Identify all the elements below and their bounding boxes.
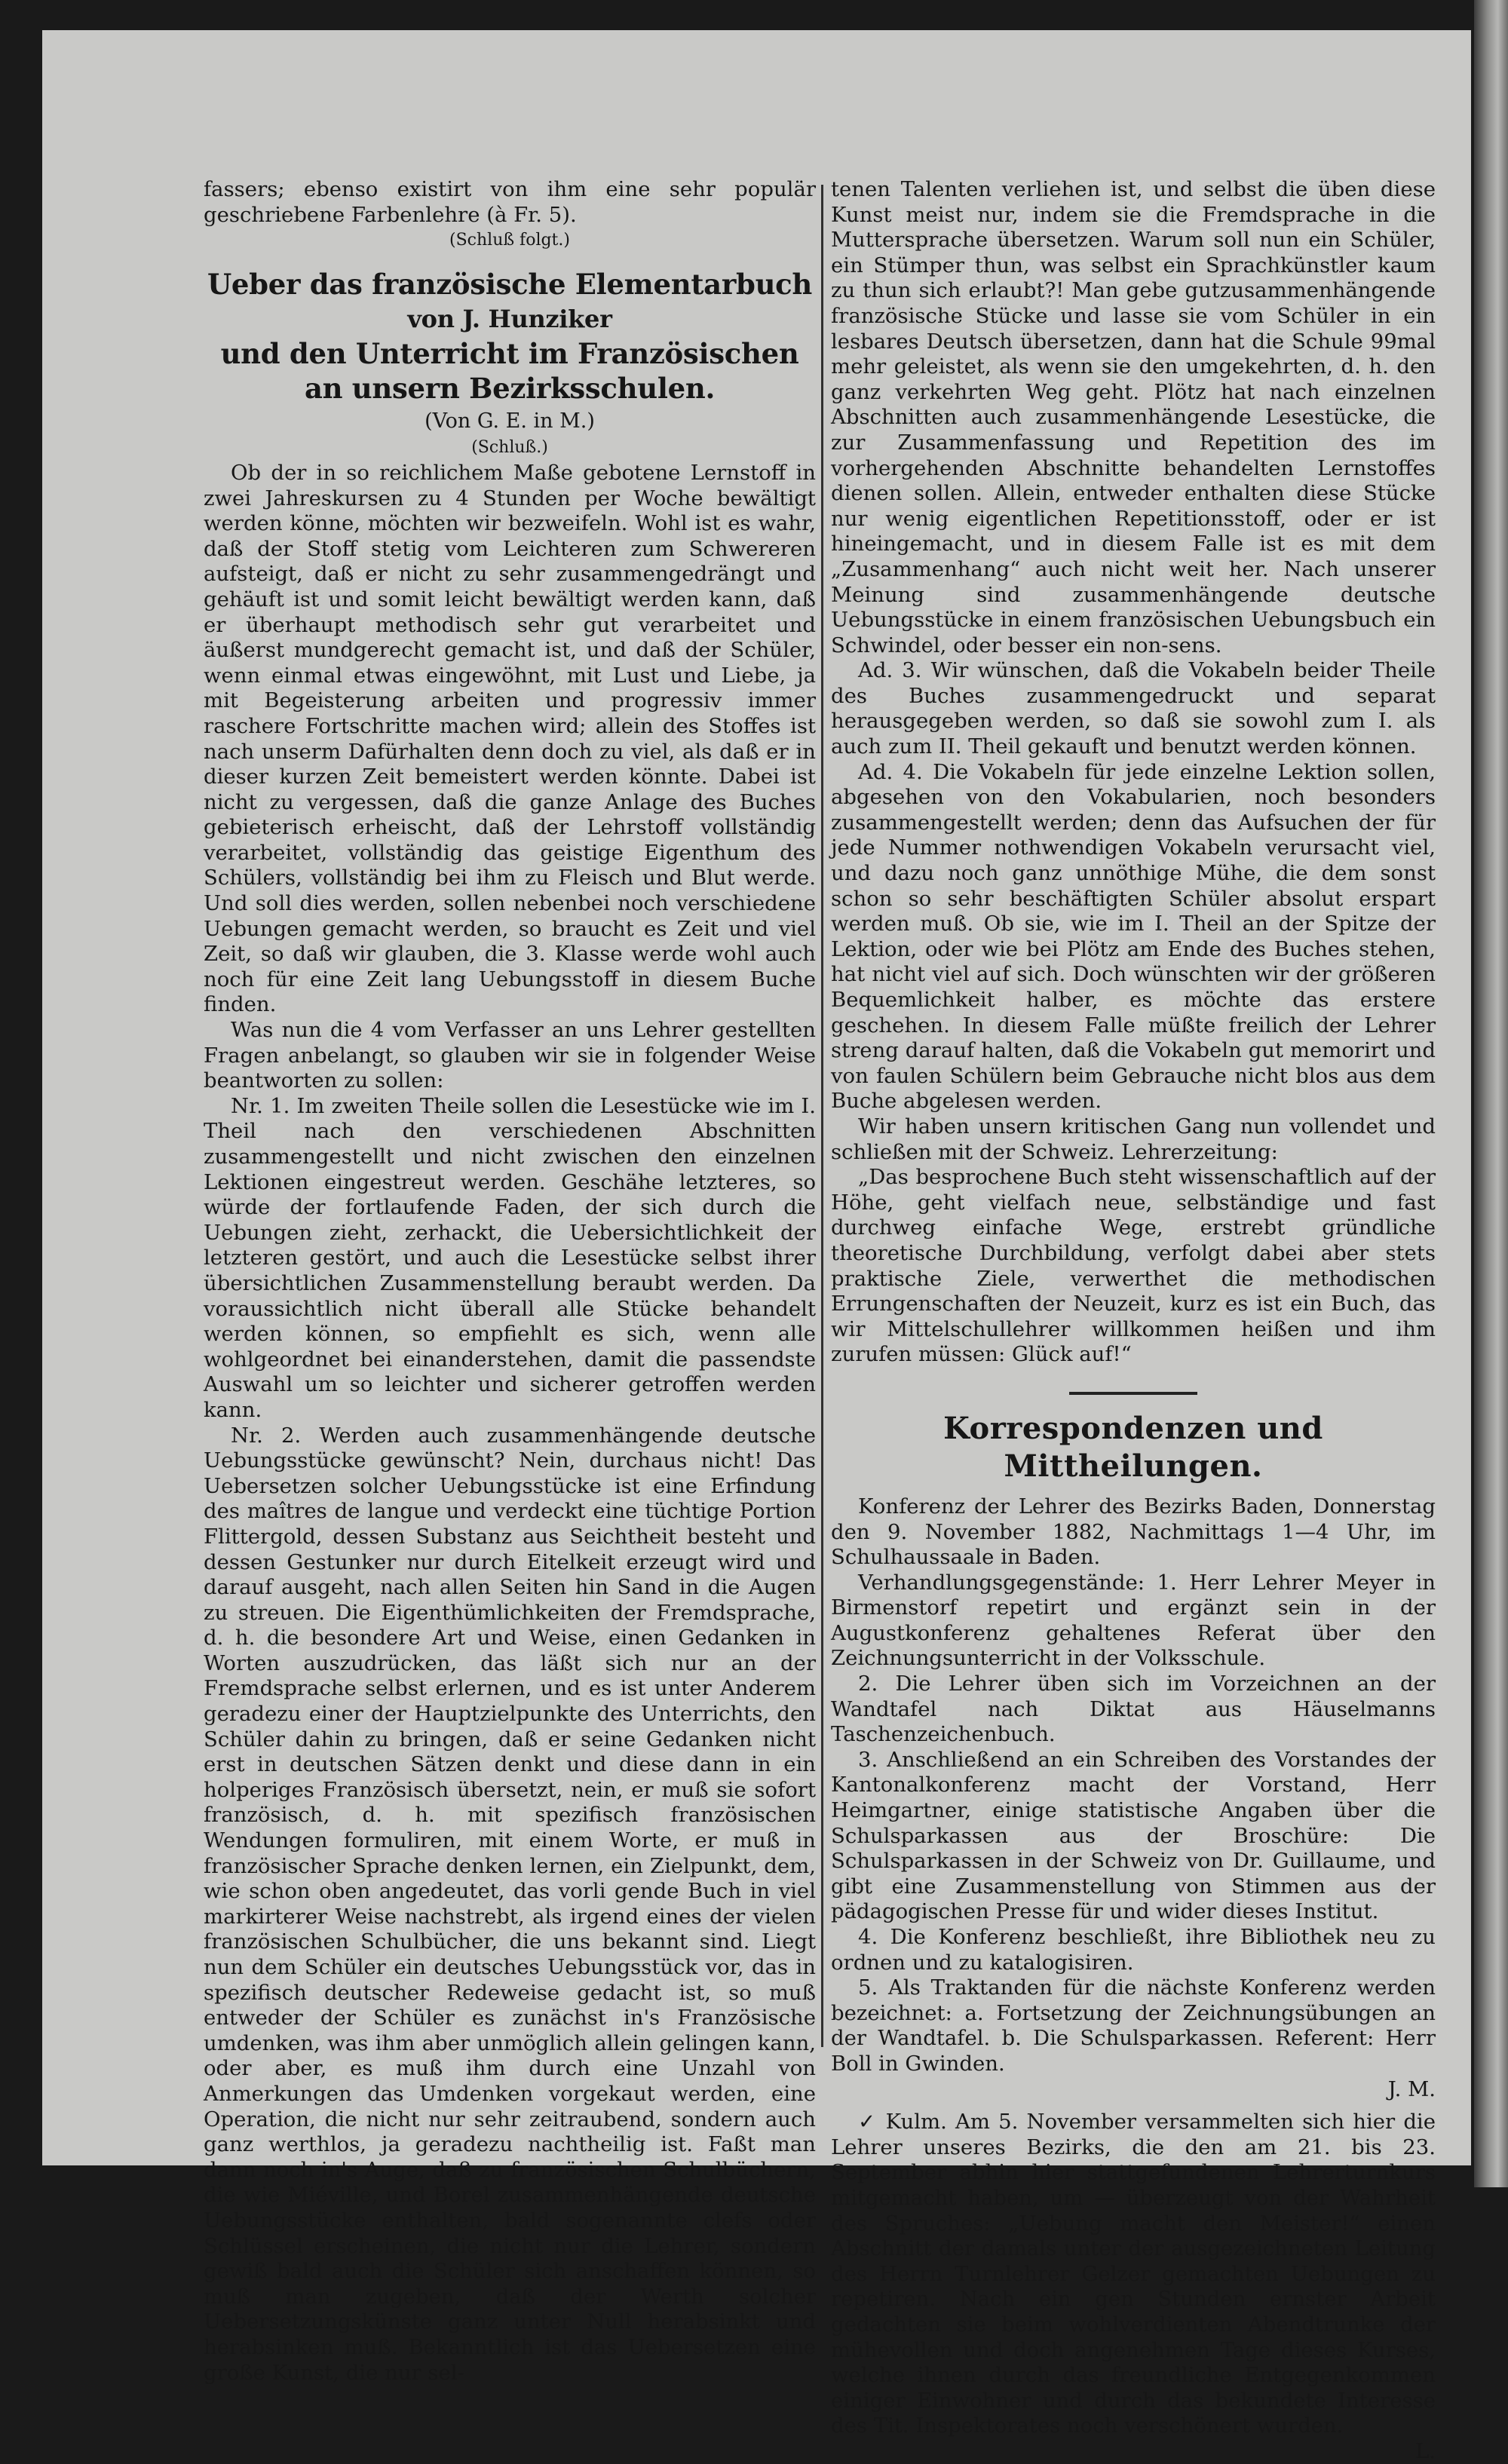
article-title-line-1: Ueber das französische Elementarbuch bbox=[207, 267, 813, 301]
intro-text: fassers; ebenso existirt von ihm eine sehr populär geschriebene Farbenlehre (à Fr. 5). bbox=[204, 177, 816, 227]
continued-note: (Schluß folgt.) bbox=[449, 231, 570, 250]
signature: J. M. bbox=[1387, 2076, 1436, 2101]
paragraph: tenen Talenten verliehen ist, und selbst die üben diese Kunst meist nur, indem sie die Fremdsprache in die Muttersprache übersetzen. Warum soll nun ein Schüler, ein Stümper thun, was selbst ein Sprachkünstler kaum zu thun sich erlaubt?! Man gebe gutzusammenhängende französische Stücke und lasse sie vom Schüler in ein lesbares Deutsch übersetzen, dann hat die Schule 99mal mehr geleistet, als wenn sie den umgekehrten, d. h. den ganz verkehrten Weg geht. Plötz hat nach einzelnen Abschnitten auch zusammenhängende Lesestücke, die zur Zusammenfassung und Repetition des im vorhergehenden Abschnitte behandelten Lernstoffes dienen sollen. Allein, entweder enthalten diese Stücke nur wenig eigentlichen Repetitionsstoff, oder er ist hineingemacht, und in diesem Falle ist es mit dem „Zusammenhang“ auch nicht weit her. Nach unserer Meinung sind zusammenhängende deutsche Uebungsstücke in einem französischen Uebungsbuch ein Schwindel, oder besser ein non-sens. bbox=[831, 177, 1436, 657]
paragraph: Was nun die 4 vom Verfasser an uns Lehrer gestellten Fragen anbelangt, so glauben wir sie in folgender Weise beantworten zu sollen: bbox=[204, 1018, 816, 1093]
section-divider bbox=[1069, 1392, 1197, 1395]
article-author: (Von G. E. in M.) bbox=[425, 409, 595, 433]
paragraph: Ob der in so reichlichem Maße gebotene Lernstoff in zwei Jahreskursen zu 4 Stunden per Woche bewältigt werden könne, möchten wir bezweifeln. Wohl ist es wahr, daß der Stoff stetig vom Leichteren zum Schwereren aufsteigt, daß er nicht zu sehr zusammengedrängt und gehäuft ist und somit leicht bewältigt werden kann, daß er überhaupt methodisch sehr gut verarbeitet und äußerst mundgerecht gemacht ist, und daß der Schüler, wenn einmal etwas eingewöhnt, mit Lust und Liebe, ja mit Begeisterung arbeiten und progressiv immer raschere Fortschritte machen wird; allein des Stoffes ist nach unserm Dafürhalten denn doch zu viel, als daß er in dieser kurzen Zeit bemeistert werden könnte. Dabei ist nicht zu vergessen, daß die ganze Anlage des Buches gebieterisch erheischt, daß der Lehrstoff vollständig verarbeitet, vollständig das geistige Eigenthum des Schülers, vollständig bei ihm zu Fleisch und Blut werde. Und soll dies werden, sollen nebenbei noch verschiedene Uebungen gemacht werden, so braucht es Zeit und viel Zeit, so daß wir glauben, die 3. Klasse werde wohl auch noch für eine Zeit lang Uebungsstoff in diesem Buche finden. bbox=[204, 460, 816, 1017]
notice-item: 3. Anschließend an ein Schreiben des Vorstandes der Kantonalkonferenz macht der Vorstand, Herr Heimgartner, einige statistische Angaben über die Schulsparkassen aus der Broschüre: Die Schulsparkassen in der Schweiz von Dr. Guillaume, und gibt eine Zusammenstellung von Stimmen aus der pädagogischen Presse für und wider dieses Institut. bbox=[831, 1747, 1436, 1924]
conclusion-note: (Schluß.) bbox=[471, 438, 548, 458]
quote-paragraph: „Das besprochene Buch steht wissenschaftlich auf der Höhe, geht vielfach neue, selbständige und fast durchweg einfache Wege, erstrebt gründliche theoretische Durchbildung, verfolgt dabei aber stets praktische Ziele, verwerthet die methodischen Errungenschaften der Neuzeit, kurz es ist ein Buch, das wir Mittelschullehrer willkommen heißen und ihm zurufen müssen: Glück auf!“ bbox=[831, 1165, 1436, 1367]
left-column bbox=[204, 177, 816, 2386]
paragraph: Ad. 3. Wir wünschen, daß die Vokabeln beider Theile des Buches zusammengedruckt und separat herausgegeben werden, so daß sie sowohl zum I. als auch zum II. Theil gekauft und benutzt werden können. bbox=[831, 658, 1436, 759]
paragraph: Nr. 1. Im zweiten Theile sollen die Lesestücke wie im I. Theil nach den verschiedenen Abschnitten zusammengestellt und nicht zwischen den einzelnen Lektionen eingestreut werden. Geschähe letzteres, so würde der fortlaufende Faden, der sich durch die Uebungen zieht, zerhackt, die Uebersichtlichkeit der letzteren gestört, und auch die Lesestücke selbst ihrer übersichtlichen Zusammenstellung beraubt werden. Da voraussichtlich nicht überall alle Stücke behandelt werden können, so empfiehlt es sich, wenn alle wohlgeordnet bei einanderstehen, damit die passendste Auswahl um so leichter und sicherer getroffen werden kann. bbox=[204, 1093, 816, 1422]
notice-item: Konferenz der Lehrer des Bezirks Baden, Donnerstag den 9. November 1882, Nachmittags 1—4 Uhr, im Schulhaussaale in Baden. bbox=[831, 1494, 1436, 1570]
section-title: Korrespondenzen und Mittheilungen. bbox=[943, 1410, 1323, 1484]
paragraph: Ad. 4. Die Vokabeln für jede einzelne Lektion sollen, abgesehen von den Vokabularien, noch besonders zusammengestellt werden; denn das Aufsuchen der für jede Nummer nothwendigen Vokabeln verursacht viel, und dazu noch ganz unnöthige Mühe, die dem sonst schon so sehr beschäftigten Schüler absolut erspart werden muß. Ob sie, wie im I. Theil an der Spitze der Lektion, oder wie bei Plötz am Ende des Buches stehen, hat nicht viel auf sich. Doch wünschten wir der größeren Bequemlichkeit halber, es möchte das erstere geschehen. In diesem Falle müßte freilich der Lehrer streng darauf halten, daß die Vokabeln gut memorirt und von faulen Schülern beim Gebrauche nicht blos aus dem Buche abgelesen werden. bbox=[831, 759, 1436, 1114]
article-title-line-2: von J. Hunziker bbox=[407, 304, 612, 333]
notice-item: 4. Die Konferenz beschließt, ihre Bibliothek neu zu ordnen und zu katalogisiren. bbox=[831, 1925, 1436, 1975]
article-title bbox=[204, 267, 816, 406]
paragraph: Nr. 2. Werden auch zusammenhängende deutsche Uebungsstücke gewünscht? Nein, durchaus nicht! Das Uebersetzen solcher Uebungsstücke ist eine Erfindung des maîtres de langue und verdeckt eine tüchtige Portion Flittergold, dessen Substanz aus Seichtheit besteht und dessen Gestunker nur durch Eitelkeit erzeugt wird und darauf ausgeht, nach allen Seiten hin Sand in die Augen zu streuen. Die Eigenthümlichkeiten der Fremdsprache, d. h. die besondere Art und Weise, einen Gedanken in Worten auszudrücken, das läßt sich nur an der Fremdsprache selbst erlernen, und es ist unter Anderem geradezu einer der Hauptzielpunkte des Unterrichts, den Schüler dahin zu bringen, daß er seine Gedanken nicht erst in deutschen Sätzen denkt und diese dann in ein holperiges Französisch übersetzt, nein, er muß sie sofort französisch, d. h. mit spezifisch französischen Wendungen formuliren, mit einem Worte, er muß in französischer Sprache denken lernen, ein Zielpunkt, dem, wie schon oben angedeutet, das vorli gende Buch in viel markirterer Weise nachstrebt, als irgend eines der vielen französischen Schulbücher, die uns bekannt sind. Liegt nun dem Schüler ein deutsches Uebungsstück vor, das in spezifisch deutscher Redeweise gedacht ist, so muß entweder der Schüler es zunächst in's Französische umdenken, was ihm aber unmöglich allein gelingen kann, oder aber, es muß ihm durch eine Unzahl von Anmerkungen das Umdenken vorgekaut werden, eine Operation, die nicht nur sehr zeitraubend, sondern auch ganz werthlos, ja geradezu nachtheilig ist. Faßt man dann noch in's Auge, daß zu französischen Schulbüchern, die wie Miéville, und Borel zusammenhängende deutsche Uebungsstücke enthalten, bald sogenannte clefs oder Schlüssel erscheinen, die nicht nur die Lehrer, sondern gewiß bald auch die Schüler sich anschaffen können, so muß man zugeben, daß der Werth solcher Uebersetzungskünste ganz unter Null herabsinkt und herabsinken muß. Bekanntlich ist das Uebersetzen eine große Kunst, die nur sel- bbox=[204, 1423, 816, 2385]
notice-item: 5. Als Traktanden für die nächste Konferenz werden bezeichnet: a. Fortsetzung der Zeichnungsübungen an der Wandtafel. b. Die Schulsparkassen. Referent: Herr Boll in Gwinden. bbox=[831, 1975, 1436, 2076]
page-fold-edge bbox=[1474, 0, 1508, 2187]
notice-item: Verhandlungsgegenstände: 1. Herr Lehrer Meyer in Birmenstorf repetirt und ergänzt sein in der Augustkonferenz gehaltenes Referat über den Zeichnungsunterricht in der Volksschule. bbox=[831, 1570, 1436, 1671]
signature: L. bbox=[1415, 2438, 1436, 2463]
column-divider bbox=[821, 185, 823, 2047]
article-title-line-3: und den Unterricht im Französischen an unsern Bezirksschulen. bbox=[220, 336, 799, 405]
right-column bbox=[831, 177, 1436, 2464]
notice-item: 2. Die Lehrer üben sich im Vorzeichnen an der Wandtafel nach Diktat aus Häuselmanns Taschenzeichenbuch. bbox=[831, 1672, 1436, 1747]
paragraph: Wir haben unsern kritischen Gang nun vollendet und schließen mit der Schweiz. Lehrerzeitung: bbox=[831, 1114, 1436, 1164]
newspaper-page bbox=[42, 30, 1471, 2463]
kulm-report: ✓ Kulm. Am 5. November versammelten sich hier die Lehrer unseres Bezirks, die den am 21. bis 23. September abhin hier stattgefundenen Lehrerturnkurs mitgemacht haben, um — überzeugt von der Wahrheit des Spruches: „Uebung macht den Meister!“ einen Abschnitt der damals unter der ausgezeichneten Leitung des Herrn Turnlehrer Gelzer gemachten Uebungen zu repetiren. Nach ein gen Stunden ernster Arbeit gedachten sie beim wohlverdienten Abendtrunke der mühevollen und doch angenehmen Tage dieses Kurses, welche ihnen durch das freundliche Entgegenkommen einiger Einwohner und durch das bekundete Interesse des Tit. Inspektorates noch verschönert wurden. bbox=[831, 2110, 1436, 2438]
